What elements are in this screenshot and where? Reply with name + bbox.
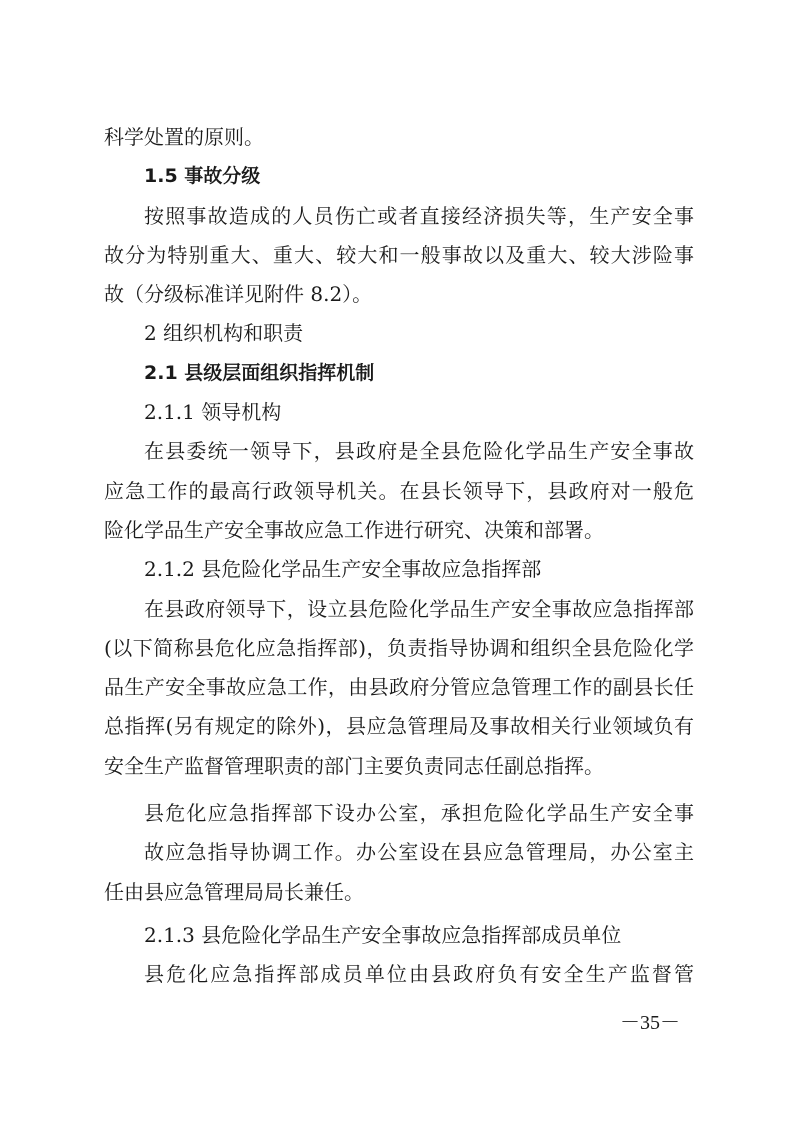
section-heading-2-1: 2.1 县级层面组织指挥机制 (144, 361, 375, 384)
paragraph-line: 县危化应急指挥部成员单位由县政府负有安全生产监督管 (144, 962, 694, 987)
paragraph-line: 品生产安全事故应急工作，由县政府分管应急管理工作的副县长任 (104, 675, 694, 700)
paragraph-line: 在县政府领导下，设立县危险化学品生产安全事故应急指挥部 (144, 596, 694, 621)
paragraph-line: 应急工作的最高行政领导机关。在县长领导下，县政府对一般危 (104, 478, 694, 503)
paragraph-line: 故应急指导协调工作。办公室设在县应急管理局，办公室主 (144, 840, 694, 865)
section-heading-2-1-1: 2.1.1 领导机构 (144, 400, 282, 425)
page-number: －35－ (620, 1012, 680, 1034)
document-body (104, 118, 694, 995)
section-heading-2-1-2: 2.1.2 县危险化学品生产安全事故应急指挥部 (144, 557, 542, 582)
section-heading-2: 2 组织机构和职责 (144, 321, 304, 346)
paragraph-line: 故（分级标准详见附件 8.2）。 (104, 282, 373, 307)
paragraph-line: 县危化应急指挥部下设办公室，承担危险化学品生产安全事 (144, 801, 694, 826)
section-heading-2-1-3: 2.1.3 县危险化学品生产安全事故应急指挥部成员单位 (144, 922, 622, 947)
paragraph-line: 故分为特别重大、重大、较大和一般事故以及重大、较大涉险事 (104, 242, 694, 267)
paragraph-line: 险化学品生产安全事故应急工作进行研究、决策和部署。 (104, 517, 604, 542)
paragraph-line: 总指挥(另有规定的除外)，县应急管理局及事故相关行业领域负有 (104, 714, 694, 739)
section-heading-1-5: 1.5 事故分级 (144, 165, 261, 188)
paragraph-line: 按照事故造成的人员伤亡或者直接经济损失等，生产安全事 (144, 203, 694, 228)
paragraph-line: 在县委统一领导下，县政府是全县危险化学品生产安全事故 (144, 439, 694, 464)
paragraph-line: 科学处置的原则。 (104, 125, 264, 149)
paragraph-line: 安全生产监督管理职责的部门主要负责同志任副总指挥。 (104, 753, 604, 778)
paragraph-line: 任由县应急管理局局长兼任。 (104, 879, 364, 904)
paragraph-line: (以下简称县危化应急指挥部)，负责指导协调和组织全县危险化学 (104, 635, 694, 660)
